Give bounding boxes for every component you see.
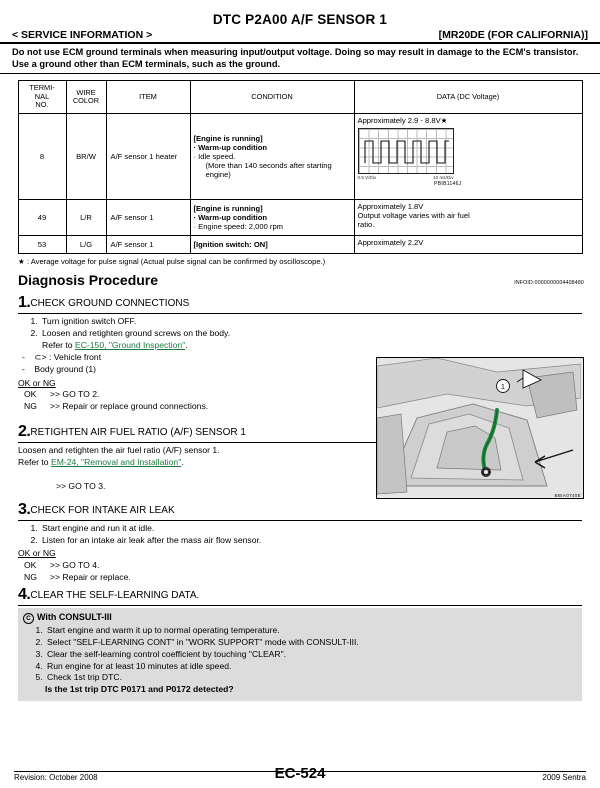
waveform-icon (359, 129, 455, 175)
list-item: 1. Start engine and warm it up to normal operating temperature. (45, 625, 577, 637)
list-item: 3. Clear the self-learning control coefficient by touching "CLEAR". (45, 649, 577, 661)
figure-code: PBIB1146J (434, 181, 462, 188)
list-item: 2. Listen for an intake air leak after the mass air flow sensor. (40, 535, 582, 547)
page-footer (0, 765, 600, 782)
cell-data (354, 114, 582, 200)
oscilloscope-graphic (358, 128, 454, 174)
step-3-okng: OK or NG (18, 548, 56, 559)
waveform-figure (358, 128, 466, 187)
condition-title: [Engine is running] (193, 134, 263, 144)
step-2-line-1: Loosen and retighten the air fuel ratio (A/F) sensor 1. (18, 445, 220, 456)
step-1-ok-row: OK >> GO TO 2. (24, 389, 100, 400)
step-3 (18, 501, 582, 584)
bullet-row: - Body ground (1) (22, 363, 97, 374)
list-item: 5. Check 1st trip DTC. (45, 672, 577, 684)
engine-bay-illustration (377, 358, 581, 496)
step-2-refer: Refer to EM-24, "Removal and Installation". (18, 456, 184, 467)
scope-axis-labels: 0.5 V/Div 10 ms/Div (357, 175, 454, 181)
table-row (18, 200, 582, 236)
cell-item: A/F sensor 1 heater (106, 114, 190, 200)
cell-data: Approximately 2.2V (354, 236, 582, 254)
column-header-terminal: TERMI- NAL NO. (18, 81, 66, 114)
data-value: Approximately 2.9 - 8.8V★ (357, 116, 448, 126)
cell-item: A/F sensor 1 (106, 200, 190, 236)
column-header-wire-color: WIRE COLOR (66, 81, 106, 114)
table-row (18, 114, 582, 200)
condition-subline: (More than 140 seconds after starting (205, 161, 332, 171)
column-header-item: ITEM (106, 81, 190, 114)
cell-data (354, 200, 582, 236)
condition-bullet: · Warm-up condition (193, 213, 268, 223)
cell-terminal: 8 (18, 114, 66, 200)
table-header-row (18, 81, 582, 114)
step-1-okng: OK or NG (18, 377, 56, 388)
infoid-code: INFOID:0000000004408480 (514, 280, 584, 287)
cell-wire-color: L/R (66, 200, 106, 236)
column-header-data: DATA (DC Voltage) (354, 81, 582, 114)
cell-item: A/F sensor 1 (106, 236, 190, 254)
data-value: Approximately 1.8V (357, 202, 424, 212)
consult-list (23, 625, 577, 684)
subheader-row (0, 29, 600, 44)
step-4-title: 4.CLEAR THE SELF-LEARNING DATA. (18, 586, 582, 606)
consult-question: Is the 1st trip DTC P0171 and P0172 detected? (45, 684, 234, 695)
condition-bullet: · Warm-up condition (193, 143, 268, 153)
service-information-label: < SERVICE INFORMATION > (12, 29, 153, 41)
list-item: 1. Start engine and run it at idle. (40, 523, 582, 535)
step-2-goto: >> GO TO 3. (56, 480, 106, 491)
list-item: 2. Loosen and retighten ground screws on the body. Refer to EC-150, "Ground Inspection". (40, 328, 348, 352)
step-3-title: 3.CHECK FOR INTAKE AIR LEAK (18, 501, 582, 521)
cell-condition (190, 200, 354, 236)
consult-title: C With CONSULT-III (23, 611, 577, 624)
footer-model: 2009 Sentra (542, 773, 586, 782)
condition-title: [Ignition switch: ON] (193, 240, 268, 250)
cell-condition (190, 114, 354, 200)
step-1-body (18, 316, 348, 413)
ground-connection-figure (376, 357, 584, 499)
list-item: 4. Run engine for at least 10 minutes at idle speed. (45, 661, 577, 673)
cell-wire-color: L/G (66, 236, 106, 254)
data-note: Output voltage varies with air fuel (357, 211, 470, 221)
step-4 (18, 586, 582, 606)
svg-text:1: 1 (501, 384, 505, 391)
cell-terminal: 53 (18, 236, 66, 254)
table-footnote: ★ : Average voltage for pulse signal (Actual pulse signal can be confirmed by oscilloscope.) (18, 257, 326, 267)
bullet-row: - ⊂> : Vehicle front (22, 351, 102, 362)
list-item: 2. Select "SELF-LEARNING CONT" in "WORK SUPPORT" mode with CONSULT-III. (45, 637, 577, 649)
column-header-condition: CONDITION (190, 81, 354, 114)
footer-revision: Revision: October 2008 (14, 773, 98, 782)
figure-code: BBIA0740E (554, 493, 581, 498)
list-item: 1. Turn ignition switch OFF. (40, 316, 348, 328)
link-removal-and-installation[interactable]: EM-24, "Removal and Installation" (50, 456, 182, 467)
diagnosis-procedure-heading: Diagnosis Procedure INFOID:0000000004408480 (18, 272, 584, 289)
step-3-ok-row: OK >> GO TO 4. (24, 560, 100, 571)
cell-wire-color: BR/W (66, 114, 106, 200)
condition-title: [Engine is running] (193, 204, 263, 214)
step-1-ng-row: NG >> Repair or replace ground connections. (24, 401, 209, 412)
condition-bullet: · Idle speed. (193, 152, 236, 162)
step-1-list (18, 316, 348, 352)
step-3-list (18, 523, 582, 547)
terminal-specification-table (18, 80, 583, 254)
cell-terminal: 49 (18, 200, 66, 236)
document-page (0, 12, 600, 788)
step-3-body (18, 523, 582, 584)
consult-iii-box (18, 608, 582, 701)
engine-code-label: [MR20DE (FOR CALIFORNIA)] (438, 29, 588, 41)
table-row (18, 236, 582, 254)
step-2-title: 2.RETIGHTEN AIR FUEL RATIO (A/F) SENSOR 1 (18, 423, 582, 443)
cell-condition (190, 236, 354, 254)
condition-bullet: · Engine speed: 2,000 rpm (193, 222, 283, 232)
step-3-ng-row: NG >> Repair or replace. (24, 572, 131, 583)
step-1-title: 1.CHECK GROUND CONNECTIONS (18, 294, 582, 314)
consult-icon: C (23, 613, 34, 624)
condition-subline: engine) (205, 170, 231, 180)
footer-page-number: EC-524 (274, 765, 326, 782)
data-note: ratio. (357, 220, 375, 230)
link-ground-inspection[interactable]: EC-150, "Ground Inspection" (74, 339, 186, 350)
warning-text: Do not use ECM ground terminals when measuring input/output voltage. Doing so may result in damage to the ECM's transistor. Use a ground other than ECM terminals, such as the ground. (0, 44, 600, 74)
page-title: DTC P2A00 A/F SENSOR 1 (212, 12, 388, 27)
